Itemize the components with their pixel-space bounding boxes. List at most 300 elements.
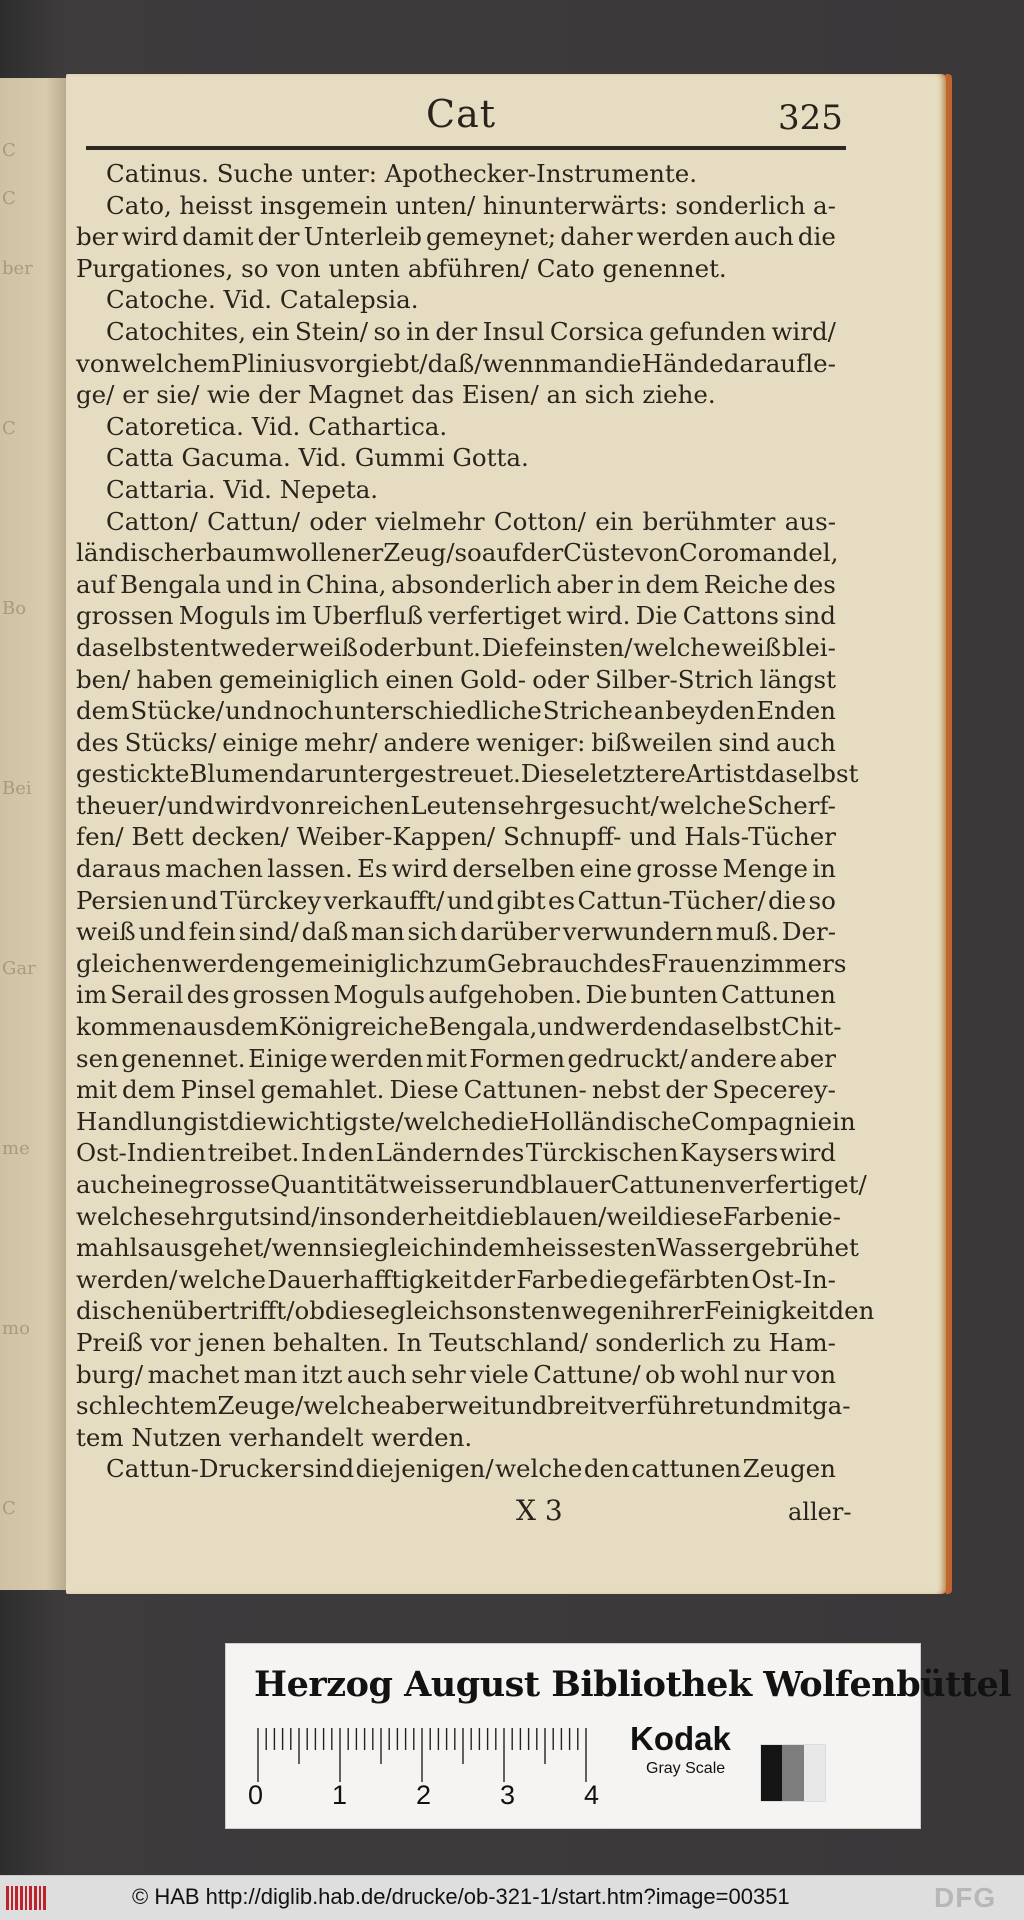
word: Cattun-Drucker bbox=[106, 1454, 301, 1484]
barcode-bar bbox=[34, 1886, 37, 1910]
word: Cattunen bbox=[610, 1170, 726, 1199]
word: Schnupff- bbox=[503, 822, 622, 852]
word: Hände bbox=[641, 348, 724, 378]
word: nebst bbox=[591, 1075, 661, 1105]
word: weiß bbox=[721, 632, 781, 662]
word: baumwollener bbox=[206, 538, 384, 568]
word: die bbox=[797, 222, 836, 252]
word: in bbox=[617, 569, 641, 599]
word: machet bbox=[147, 1359, 240, 1389]
text-line bbox=[76, 948, 847, 980]
word: ber bbox=[76, 222, 118, 252]
word: zu bbox=[732, 1327, 762, 1357]
running-head: Cat bbox=[426, 92, 497, 136]
word: Leuten bbox=[410, 790, 498, 820]
word: wohl bbox=[680, 1359, 740, 1389]
word: grossen bbox=[232, 980, 331, 1010]
word: auch bbox=[776, 727, 836, 757]
kodak-logo: Kodak bbox=[630, 1720, 731, 1757]
word: gleich bbox=[389, 1296, 466, 1326]
word: letztere bbox=[589, 759, 686, 789]
word: Die bbox=[481, 632, 524, 662]
word: auf bbox=[481, 538, 522, 568]
word: feinsten/ bbox=[524, 632, 633, 662]
word: Compagnie bbox=[691, 1106, 833, 1136]
word: sonderlich bbox=[595, 1327, 726, 1357]
barcode-bar bbox=[11, 1886, 14, 1910]
word: derselben bbox=[452, 854, 576, 884]
word: vielmehr bbox=[375, 506, 485, 536]
word: gedruckt/ bbox=[567, 1043, 688, 1073]
signature-mark: X 3 bbox=[516, 1494, 563, 1527]
word: treibet. bbox=[207, 1138, 300, 1168]
word: einen bbox=[385, 664, 454, 694]
word: insgemein bbox=[259, 190, 388, 220]
word: mit bbox=[425, 1043, 467, 1073]
word: Scherf- bbox=[746, 790, 836, 820]
text-line bbox=[76, 885, 836, 917]
word: beyden bbox=[665, 696, 756, 726]
word: verführet bbox=[607, 1391, 724, 1421]
word: kommen bbox=[76, 1012, 183, 1042]
word: unterschiedliche bbox=[334, 696, 542, 726]
word: darüber bbox=[460, 917, 560, 947]
word: diese bbox=[657, 1201, 723, 1231]
word: Ländern bbox=[375, 1138, 480, 1168]
word: dem bbox=[76, 696, 130, 726]
word: bunten bbox=[630, 980, 718, 1010]
text-line bbox=[76, 1043, 836, 1075]
word: wird bbox=[214, 790, 271, 820]
word: den bbox=[828, 1296, 875, 1326]
gray-scale-caption: Gray Scale bbox=[646, 1760, 726, 1777]
word: gemeiniglich bbox=[274, 948, 436, 978]
word: werden/ bbox=[76, 1264, 178, 1294]
word: Farbe bbox=[722, 1201, 795, 1231]
word: Ham- bbox=[768, 1327, 836, 1357]
page-number: 325 bbox=[778, 98, 843, 138]
word: wegen bbox=[561, 1296, 643, 1326]
word: mit bbox=[771, 1391, 812, 1421]
barcode-bar bbox=[39, 1886, 42, 1910]
word: vor bbox=[150, 1327, 191, 1357]
word: Cato, bbox=[106, 190, 172, 220]
word: ga- bbox=[811, 1391, 851, 1421]
word: weit bbox=[447, 1391, 501, 1421]
ruler-number: 0 bbox=[248, 1780, 264, 1810]
word: Insul bbox=[482, 316, 545, 346]
word: In bbox=[396, 1327, 422, 1357]
word: sonderlich bbox=[675, 190, 806, 220]
word: Zeuge/ bbox=[217, 1391, 304, 1421]
word: und bbox=[537, 1012, 585, 1042]
word: welche bbox=[76, 1201, 164, 1231]
word: Ost-Indien bbox=[76, 1138, 207, 1168]
word: absonderlich bbox=[391, 569, 552, 599]
word: sind bbox=[784, 601, 836, 631]
catchword: aller- bbox=[788, 1498, 852, 1526]
word: den bbox=[583, 1454, 630, 1484]
word: nie- bbox=[794, 1201, 841, 1231]
word: im bbox=[275, 601, 307, 631]
word: daraus bbox=[76, 854, 161, 884]
text-line bbox=[76, 664, 836, 696]
word: Art bbox=[685, 759, 725, 789]
word: Cüste bbox=[563, 538, 635, 568]
word: auch bbox=[76, 1170, 136, 1199]
text-line: Purgationes, so von unten abführen/ Cato genennet. bbox=[76, 253, 727, 283]
word: verfertiget/ bbox=[725, 1170, 867, 1199]
word: viele bbox=[470, 1359, 529, 1389]
word: sehr bbox=[497, 790, 553, 820]
word: oder bbox=[358, 632, 416, 662]
word: weniger: bbox=[476, 727, 586, 757]
word: und bbox=[446, 885, 495, 915]
text-line bbox=[76, 600, 836, 632]
word: Cattunen- bbox=[463, 1075, 587, 1105]
word: daß/ bbox=[427, 348, 483, 378]
word: Diese bbox=[520, 759, 590, 789]
word: Weiber-Kappen/ bbox=[296, 822, 496, 852]
word: fein bbox=[188, 917, 236, 947]
copyright-url[interactable]: © HAB http://diglib.hab.de/drucke/ob-321-1/start.htm?image=00351 bbox=[132, 1884, 790, 1909]
word: oder bbox=[532, 664, 589, 694]
word: blauen/ bbox=[513, 1201, 607, 1231]
word: dem bbox=[122, 1075, 176, 1105]
word: der bbox=[521, 538, 564, 568]
text-line bbox=[76, 316, 836, 348]
barcode-bar bbox=[43, 1886, 46, 1910]
word: Uberfluß bbox=[311, 601, 423, 631]
word: muß. bbox=[715, 917, 780, 947]
word: wird bbox=[779, 1138, 836, 1168]
word: bunt. bbox=[416, 632, 481, 662]
barcode-bar bbox=[25, 1886, 28, 1910]
text-line: tem Nutzen verhandelt werden. bbox=[76, 1422, 473, 1452]
word: von bbox=[634, 538, 679, 568]
word: gefärbten bbox=[628, 1264, 751, 1294]
library-name: Herzog August Bibliothek Wolfenbüttel bbox=[254, 1664, 1012, 1705]
word: Catochites, bbox=[106, 316, 246, 346]
word: cattunen bbox=[631, 1454, 742, 1484]
word: haben bbox=[136, 664, 213, 694]
word: welche bbox=[633, 632, 721, 662]
word: so bbox=[454, 538, 482, 568]
text-line: Catta Gacuma. Vid. Gummi Gotta. bbox=[106, 443, 529, 473]
word: des bbox=[608, 948, 652, 978]
word: gemahlet. bbox=[260, 1075, 385, 1105]
word: so bbox=[808, 885, 836, 915]
word: dischen bbox=[76, 1296, 172, 1326]
word: Handlung bbox=[76, 1106, 199, 1136]
word: andere bbox=[690, 1043, 777, 1073]
word: Frauenzimmers bbox=[651, 948, 847, 978]
word: man bbox=[351, 917, 405, 947]
word: grosse bbox=[188, 1170, 271, 1199]
word: weisser bbox=[388, 1170, 484, 1199]
word: daselbst bbox=[76, 632, 180, 662]
word: in bbox=[277, 569, 302, 599]
word: auch bbox=[346, 1359, 407, 1389]
word: aber bbox=[556, 569, 613, 599]
word: sehr bbox=[163, 1201, 218, 1231]
word: übertrifft/ bbox=[171, 1296, 295, 1326]
word: wird. bbox=[566, 601, 631, 631]
word: und bbox=[483, 1170, 531, 1199]
text-line bbox=[76, 1169, 867, 1201]
text-line: Catinus. Suche unter: Apothecker-Instrumente. bbox=[106, 159, 698, 188]
word: in bbox=[448, 1233, 473, 1263]
word: weil bbox=[606, 1201, 658, 1231]
word: heisst bbox=[179, 190, 253, 220]
word: gestickte bbox=[76, 759, 190, 789]
text-line bbox=[76, 695, 836, 727]
word: Cotton/ bbox=[493, 506, 586, 536]
word: von bbox=[76, 348, 121, 378]
barcode-bar bbox=[15, 1886, 18, 1910]
word: des bbox=[186, 980, 230, 1010]
word: Die bbox=[635, 601, 678, 631]
word: werden bbox=[330, 1043, 424, 1073]
word: unten/ bbox=[395, 190, 476, 220]
text-line bbox=[76, 916, 836, 948]
word: ob bbox=[294, 1296, 325, 1326]
word: Zeugen bbox=[742, 1454, 836, 1484]
word: Einige bbox=[248, 1043, 328, 1073]
word: Bengala, bbox=[428, 1012, 538, 1042]
word: und bbox=[225, 569, 274, 599]
word: diejenigen/ bbox=[355, 1454, 494, 1484]
word: welche bbox=[403, 1106, 491, 1136]
word: nur bbox=[743, 1359, 788, 1389]
word: wird bbox=[391, 854, 449, 884]
word: sie bbox=[338, 1233, 374, 1263]
word: Zeug/ bbox=[383, 538, 455, 568]
text-line bbox=[76, 821, 836, 853]
text-line bbox=[76, 727, 836, 759]
word: gut bbox=[217, 1201, 260, 1231]
text-line bbox=[76, 569, 836, 601]
word: Diese bbox=[389, 1075, 459, 1105]
word: Dauerhafftigkeit bbox=[267, 1264, 472, 1294]
text-line bbox=[76, 979, 836, 1011]
text-line bbox=[76, 1232, 859, 1264]
word: ist bbox=[198, 1106, 229, 1136]
word: berühmter bbox=[642, 506, 776, 536]
barcode-bar bbox=[6, 1886, 9, 1910]
word: gebrühet bbox=[745, 1233, 859, 1263]
word: sind/ bbox=[259, 1201, 320, 1231]
word: aus bbox=[182, 1012, 226, 1042]
word: und bbox=[138, 917, 186, 947]
word: fen/ bbox=[76, 822, 124, 852]
word: Preiß bbox=[76, 1327, 143, 1357]
word: wenn bbox=[482, 348, 550, 378]
word: noch bbox=[273, 696, 334, 726]
word: aber bbox=[779, 1043, 836, 1073]
word: ist bbox=[724, 759, 756, 789]
ruler-number: 2 bbox=[416, 1780, 432, 1810]
word: Menge bbox=[722, 854, 809, 884]
word: und bbox=[170, 885, 218, 915]
word: genennet. bbox=[121, 1043, 246, 1073]
word: ihrer bbox=[642, 1296, 705, 1326]
word: itzt bbox=[301, 1359, 343, 1389]
word: bißweilen bbox=[591, 727, 713, 757]
word: Enden bbox=[756, 696, 836, 726]
text-line bbox=[76, 221, 836, 253]
previous-page-edge: C C ber C Bo Bei Gar me mo C bbox=[0, 78, 66, 1590]
word: Holländische bbox=[529, 1106, 692, 1136]
word: Plinius bbox=[231, 348, 316, 378]
word: breit bbox=[547, 1391, 608, 1421]
word: Stücks/ bbox=[124, 727, 217, 757]
word: Moguls bbox=[333, 980, 426, 1010]
word: blauer bbox=[530, 1170, 611, 1199]
dictionary-text-body bbox=[76, 158, 875, 1485]
word: darunter bbox=[284, 759, 395, 789]
word: Silber-Strich bbox=[595, 664, 754, 694]
word: Blumen bbox=[189, 759, 285, 789]
word: die bbox=[768, 885, 807, 915]
word: dem bbox=[225, 1012, 279, 1042]
word: sind bbox=[718, 727, 771, 757]
word: Bengala bbox=[120, 569, 222, 599]
header-rule bbox=[86, 146, 846, 150]
word: Unterleib bbox=[303, 222, 422, 252]
word: daher bbox=[560, 222, 633, 252]
word: man bbox=[243, 1359, 298, 1389]
word: verwundern bbox=[562, 917, 714, 947]
word: ein bbox=[595, 506, 634, 536]
word: Gebrauch bbox=[486, 948, 609, 978]
word: Die bbox=[585, 980, 628, 1010]
word: Cattun/ bbox=[207, 506, 301, 536]
footer-bar bbox=[0, 1875, 1024, 1920]
word: Striche bbox=[542, 696, 633, 726]
word: und bbox=[629, 822, 677, 852]
text-line bbox=[76, 790, 836, 822]
word: heissesten bbox=[525, 1233, 657, 1263]
word: sind bbox=[302, 1454, 355, 1484]
word: aufgehoben. bbox=[428, 980, 583, 1010]
word: hinunterwärts: bbox=[482, 190, 668, 220]
word: insonderheit bbox=[319, 1201, 476, 1231]
word: dem bbox=[645, 569, 700, 599]
word: daselbst bbox=[755, 759, 859, 789]
barcode-icon bbox=[6, 1886, 46, 1910]
word: von bbox=[271, 790, 316, 820]
word: und bbox=[225, 696, 273, 726]
word: die bbox=[475, 1201, 514, 1231]
text-line: Catoche. Vid. Catalepsia. bbox=[106, 285, 419, 315]
text-line: Catoretica. Vid. Cathartica. bbox=[106, 411, 448, 441]
ruler-number: 4 bbox=[584, 1780, 600, 1810]
word: daselbst bbox=[677, 1012, 782, 1042]
word: Persien bbox=[76, 885, 169, 915]
word: Moguls bbox=[178, 601, 271, 631]
word: entweder bbox=[180, 632, 298, 662]
word: und bbox=[723, 1391, 772, 1421]
text-line bbox=[76, 1011, 842, 1043]
word: Coromandel, bbox=[679, 538, 839, 568]
word: ben/ bbox=[76, 664, 131, 694]
word: des bbox=[481, 1138, 525, 1168]
word: Catton/ bbox=[106, 506, 198, 536]
word: gleichen bbox=[76, 948, 182, 978]
word: sonsten bbox=[465, 1296, 562, 1326]
word: werden bbox=[584, 1012, 678, 1042]
word: China, bbox=[305, 569, 387, 599]
word: damit bbox=[182, 222, 254, 252]
word: von bbox=[791, 1359, 836, 1389]
word: eine bbox=[135, 1170, 189, 1199]
gray-scale-swatch bbox=[760, 1744, 826, 1802]
word: gleich bbox=[373, 1233, 449, 1263]
word: des bbox=[76, 727, 119, 757]
word: mehr/ bbox=[304, 727, 378, 757]
ruler-number: 1 bbox=[332, 1780, 348, 1810]
word: gestreuet. bbox=[394, 759, 521, 789]
word: blei- bbox=[781, 632, 836, 662]
text-line bbox=[76, 190, 836, 222]
word: der bbox=[473, 1264, 515, 1294]
word: Teutschland/ bbox=[429, 1327, 588, 1357]
word: Kaysers bbox=[680, 1138, 779, 1168]
text-line bbox=[76, 1390, 851, 1422]
word: oder bbox=[309, 506, 366, 536]
word: verfertiget bbox=[428, 601, 562, 631]
word: Es bbox=[357, 854, 388, 884]
word: auf bbox=[76, 569, 116, 599]
word: welche bbox=[178, 1264, 267, 1294]
word: verkaufft/ bbox=[323, 885, 445, 915]
word: und bbox=[166, 790, 215, 820]
word: welche bbox=[303, 1391, 391, 1421]
text-line bbox=[76, 1137, 836, 1169]
word: zum bbox=[435, 948, 487, 978]
word: Stein/ bbox=[295, 316, 369, 346]
ruler-number: 3 bbox=[500, 1780, 516, 1810]
book-page bbox=[66, 74, 946, 1594]
word: behalten. bbox=[272, 1327, 390, 1357]
word: In bbox=[300, 1138, 327, 1168]
text-line bbox=[76, 1359, 836, 1391]
word: ländischer bbox=[76, 538, 207, 568]
word: Quantität bbox=[270, 1170, 389, 1199]
word: Cattons bbox=[682, 601, 779, 631]
word: theuer/ bbox=[76, 790, 167, 820]
word: mahls bbox=[76, 1233, 151, 1263]
word: wichtigste/ bbox=[266, 1106, 404, 1136]
word: Hals-Tücher bbox=[684, 822, 836, 852]
word: Serail bbox=[110, 980, 184, 1010]
word: gemeynet; bbox=[426, 222, 557, 252]
text-line bbox=[76, 1453, 836, 1485]
word: die bbox=[603, 348, 642, 378]
word: grosse bbox=[636, 854, 719, 884]
text-line bbox=[76, 537, 839, 569]
word: werden bbox=[181, 948, 275, 978]
word: der bbox=[435, 316, 478, 346]
text-line bbox=[76, 506, 836, 538]
word: Stücke/ bbox=[130, 696, 225, 726]
word: reichen bbox=[316, 790, 410, 820]
word: man bbox=[549, 348, 604, 378]
word: Pinsel bbox=[180, 1075, 256, 1105]
word: aber bbox=[390, 1391, 448, 1421]
word: Bett bbox=[131, 822, 184, 852]
